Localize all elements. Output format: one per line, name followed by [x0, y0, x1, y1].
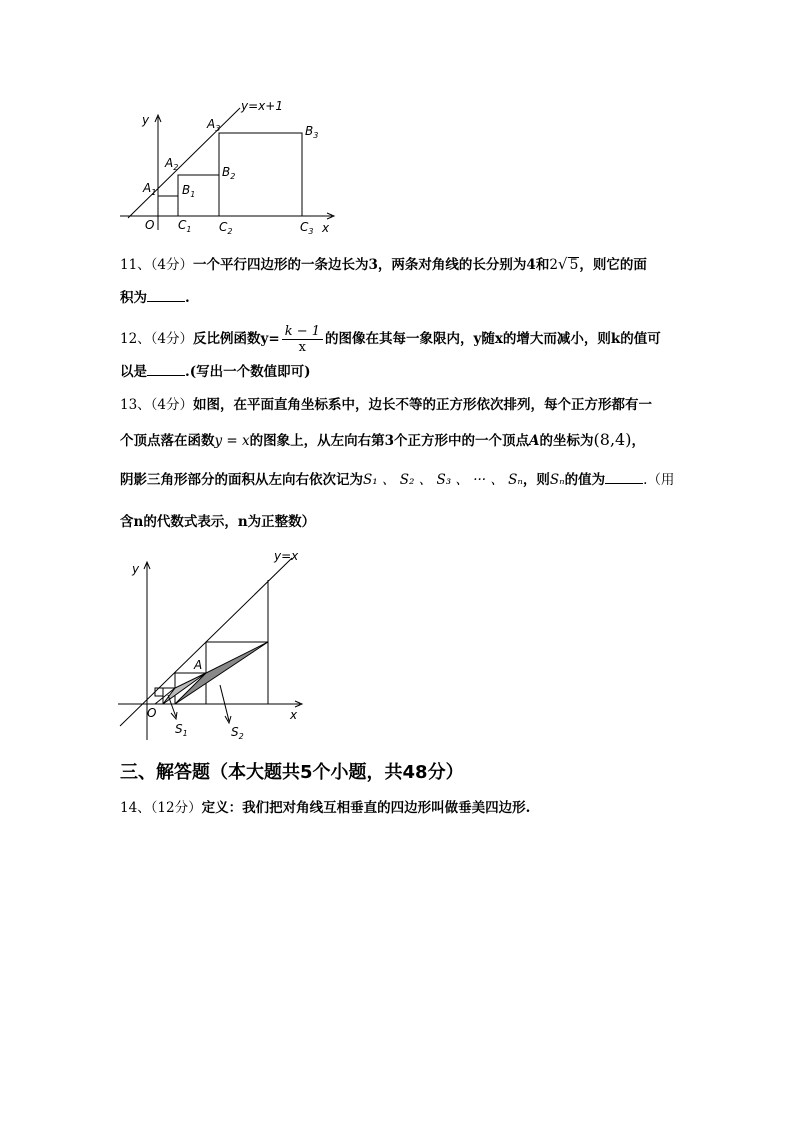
q12-text-a: 反比例函数y= [193, 331, 280, 347]
q12-text-b: 的图像在其每一象限内，y随x的增大而减小，则k的值可 [325, 331, 661, 347]
label-C3: $C_3$ [300, 220, 314, 236]
x-axis-label: x [290, 708, 298, 722]
question-13-line-1 [120, 395, 652, 415]
label-C2: $C_2$ [219, 220, 233, 236]
label-A3: $A_3$ [207, 117, 221, 133]
q11-radicand: 5 [569, 257, 579, 273]
question-12-line-2 [120, 362, 310, 382]
section-3-heading: 三、解答题（本大题共5个小题，共48分） [120, 762, 464, 783]
q11-prefix: 11、（4分） [120, 257, 194, 273]
label-B2: $B_2$ [222, 165, 236, 181]
figure-squares-on-line [110, 95, 350, 240]
q12-frac-denominator: x [298, 340, 307, 355]
square-1 [155, 688, 163, 696]
label-B1: $B_1$ [182, 183, 196, 199]
line-label: y=x [274, 549, 299, 563]
q13-line3-b: ，则 [522, 472, 550, 488]
question-11-line-1: 11、（4分）一个平行四边形的一条边长为3，两条对角线的长分别为4和2√ 5，则它的面 [120, 255, 647, 273]
q13-s-list: S₁ 、 S₂ 、 S₃ 、 ··· 、 Sₙ [363, 472, 523, 488]
q11-text-b: ，则它的面 [579, 257, 647, 273]
q13-answer-blank[interactable] [605, 470, 643, 484]
q14-text: 定义：我们把对角线互相垂直的四边形叫做垂美四边形. [201, 800, 531, 816]
q11-end: . [185, 290, 190, 306]
q13-line3-d: .（用 [643, 472, 675, 488]
question-13-line-2 [120, 430, 645, 451]
question-13-line-4 [120, 512, 315, 532]
q12-fraction [282, 324, 323, 355]
q12-line2: 以是 [120, 364, 147, 380]
label-A2: $A_2$ [165, 156, 179, 172]
q13-line2-d: ， [631, 433, 645, 449]
origin-label: O [147, 706, 157, 720]
y-axis-label: y [142, 113, 150, 127]
q13-line3-c: 的值为 [564, 472, 606, 488]
question-13-line-3 [120, 470, 674, 490]
label-C1: $C_1$ [178, 218, 192, 234]
q13-line2-a: 个顶点落在函数 [120, 433, 215, 449]
q14-prefix: 14、（12分） [120, 800, 202, 816]
label-B3: $B_3$ [305, 124, 319, 140]
line-label: y=x+1 [241, 99, 283, 113]
point-a-label: A [194, 658, 203, 672]
origin-label: O [145, 218, 155, 232]
q11-line2: 积为 [120, 290, 147, 306]
q13-point-a: A [529, 433, 540, 449]
y-axis-label: y [132, 562, 140, 576]
q12-frac-numerator: k − 1 [282, 324, 323, 340]
question-12-line-1 [120, 322, 661, 356]
q12-prefix: 12、（4分） [120, 331, 194, 347]
q13-func: y = x [214, 433, 250, 449]
label-A1: $A_1$ [143, 181, 157, 197]
q13-prefix: 13、（4分） [120, 397, 194, 413]
q11-coef: 2 [549, 257, 558, 273]
question-14 [120, 798, 530, 818]
q11-answer-blank[interactable] [147, 288, 185, 302]
q13-coord: (8,4) [593, 430, 632, 449]
q13-line1: 如图，在平面直角坐标系中，边长不等的正方形依次排列，每个正方形都有一 [193, 397, 653, 413]
q12-answer-blank[interactable] [147, 362, 185, 376]
label-s2: $S_2$ [231, 725, 244, 741]
q13-line3-a: 阴影三角形部分的面积从左向右依次记为 [120, 472, 363, 488]
figure-squares-on-y-equals-x [110, 545, 310, 745]
x-axis-label: x [322, 221, 330, 235]
q13-line2-b: 的图象上，从左向右第3个正方形中的一个顶点 [249, 433, 530, 449]
question-11-line-2 [120, 288, 190, 308]
q13-line2-c: 的坐标为 [539, 433, 594, 449]
q13-line4: 含n的代数式表示，n为正整数） [120, 514, 316, 530]
square-1 [158, 196, 178, 216]
q13-sn: Sₙ [549, 472, 565, 488]
label-s1: $S_1$ [175, 722, 188, 738]
q11-text-a: 一个平行四边形的一条边长为3，两条对角线的长分别为4和 [193, 257, 550, 273]
q12-line2-end: .(写出一个数值即可) [185, 364, 311, 380]
